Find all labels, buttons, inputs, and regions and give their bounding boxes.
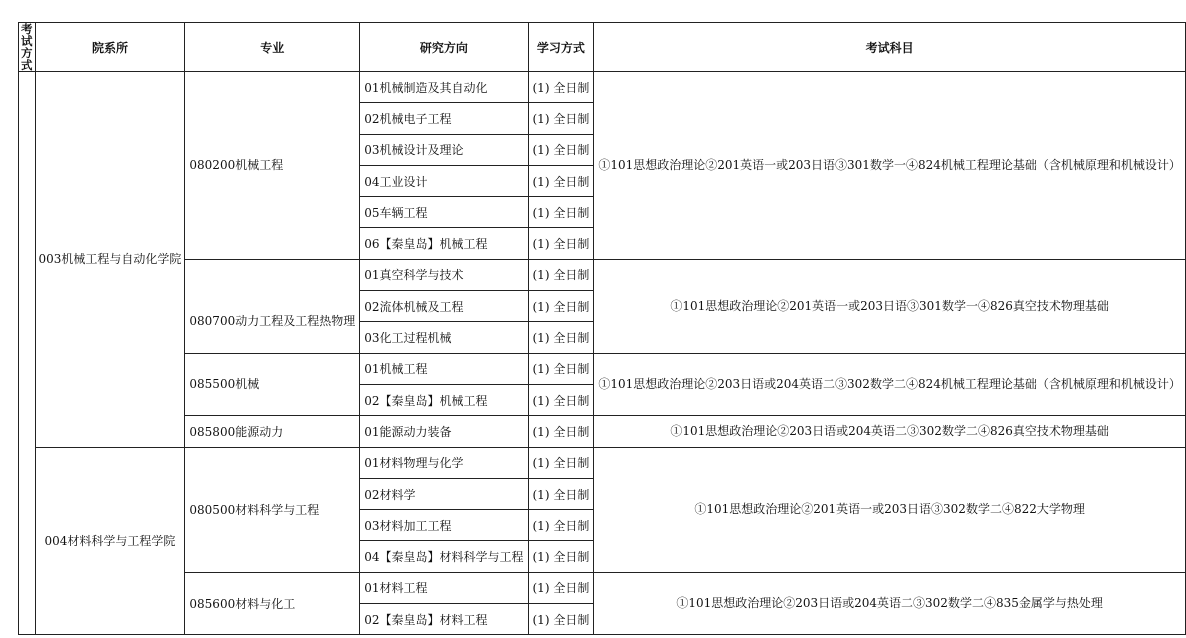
table-row	[19, 353, 1186, 384]
subjects-cell: ①101思想政治理论②201英语一或203日语③302数学二④822大学物理	[594, 447, 1186, 572]
table-row	[19, 259, 1186, 290]
subjects-cell: ①101思想政治理论②203日语或204英语二③302数学二④826真空技术物理基础	[594, 416, 1186, 447]
header-dept: 院系所	[35, 23, 185, 72]
major-cell: 080200机械工程	[185, 72, 360, 260]
study-mode-cell: (1) 全日制	[528, 541, 594, 572]
direction-cell: 01机械制造及其自动化	[360, 72, 528, 103]
study-mode-cell: (1) 全日制	[528, 384, 594, 415]
header-study-mode: 学习方式	[528, 23, 594, 72]
major-cell: 080700动力工程及工程热物理	[185, 259, 360, 353]
study-mode-cell: (1) 全日制	[528, 322, 594, 353]
study-mode-cell: (1) 全日制	[528, 72, 594, 103]
direction-cell: 01材料物理与化学	[360, 447, 528, 478]
table-row	[19, 572, 1186, 603]
table-row	[19, 72, 1186, 103]
exam-mode-cell	[19, 72, 36, 635]
direction-cell: 02流体机械及工程	[360, 291, 528, 322]
dept-cell: 004材料科学与工程学院	[35, 447, 185, 635]
study-mode-cell: (1) 全日制	[528, 604, 594, 635]
direction-cell: 03机械设计及理论	[360, 134, 528, 165]
header-major: 专业	[185, 23, 360, 72]
direction-cell: 01能源动力装备	[360, 416, 528, 447]
subjects-cell: ①101思想政治理论②203日语或204英语二③302数学二④835金属学与热处理	[594, 572, 1186, 635]
study-mode-cell: (1) 全日制	[528, 259, 594, 290]
study-mode-cell: (1) 全日制	[528, 197, 594, 228]
study-mode-cell: (1) 全日制	[528, 103, 594, 134]
direction-cell: 01真空科学与技术	[360, 259, 528, 290]
direction-cell: 03材料加工工程	[360, 510, 528, 541]
header-subjects: 考试科目	[594, 23, 1186, 72]
direction-cell: 02材料学	[360, 478, 528, 509]
direction-cell: 06【秦皇岛】机械工程	[360, 228, 528, 259]
direction-cell: 02机械电子工程	[360, 103, 528, 134]
direction-cell: 02【秦皇岛】材料工程	[360, 604, 528, 635]
direction-cell: 04工业设计	[360, 165, 528, 196]
subjects-cell: ①101思想政治理论②203日语或204英语二③302数学二④824机械工程理论基础（含机械原理和机械设计）	[594, 353, 1186, 416]
study-mode-cell: (1) 全日制	[528, 416, 594, 447]
header-direction: 研究方向	[360, 23, 528, 72]
study-mode-cell: (1) 全日制	[528, 165, 594, 196]
study-mode-cell: (1) 全日制	[528, 291, 594, 322]
direction-cell: 01材料工程	[360, 572, 528, 603]
major-cell: 085600材料与化工	[185, 572, 360, 635]
direction-cell: 03化工过程机械	[360, 322, 528, 353]
study-mode-cell: (1) 全日制	[528, 447, 594, 478]
direction-cell: 01机械工程	[360, 353, 528, 384]
header-exam-mode: 考试方式	[19, 23, 36, 72]
table-row	[19, 447, 1186, 478]
major-cell: 080500材料科学与工程	[185, 447, 360, 572]
header-row	[19, 23, 1186, 72]
admission-catalog-sheet	[18, 22, 1186, 635]
study-mode-cell: (1) 全日制	[528, 228, 594, 259]
study-mode-cell: (1) 全日制	[528, 510, 594, 541]
dept-cell: 003机械工程与自动化学院	[35, 72, 185, 448]
direction-cell: 02【秦皇岛】机械工程	[360, 384, 528, 415]
direction-cell: 04【秦皇岛】材料科学与工程	[360, 541, 528, 572]
study-mode-cell: (1) 全日制	[528, 353, 594, 384]
direction-cell: 05车辆工程	[360, 197, 528, 228]
study-mode-cell: (1) 全日制	[528, 478, 594, 509]
study-mode-cell: (1) 全日制	[528, 134, 594, 165]
major-cell: 085500机械	[185, 353, 360, 416]
major-cell: 085800能源动力	[185, 416, 360, 447]
admission-table	[18, 22, 1186, 635]
subjects-cell: ①101思想政治理论②201英语一或203日语③301数学一④826真空技术物理基础	[594, 259, 1186, 353]
table-row	[19, 416, 1186, 447]
subjects-cell: ①101思想政治理论②201英语一或203日语③301数学一④824机械工程理论基础（含机械原理和机械设计）	[594, 72, 1186, 260]
study-mode-cell: (1) 全日制	[528, 572, 594, 603]
